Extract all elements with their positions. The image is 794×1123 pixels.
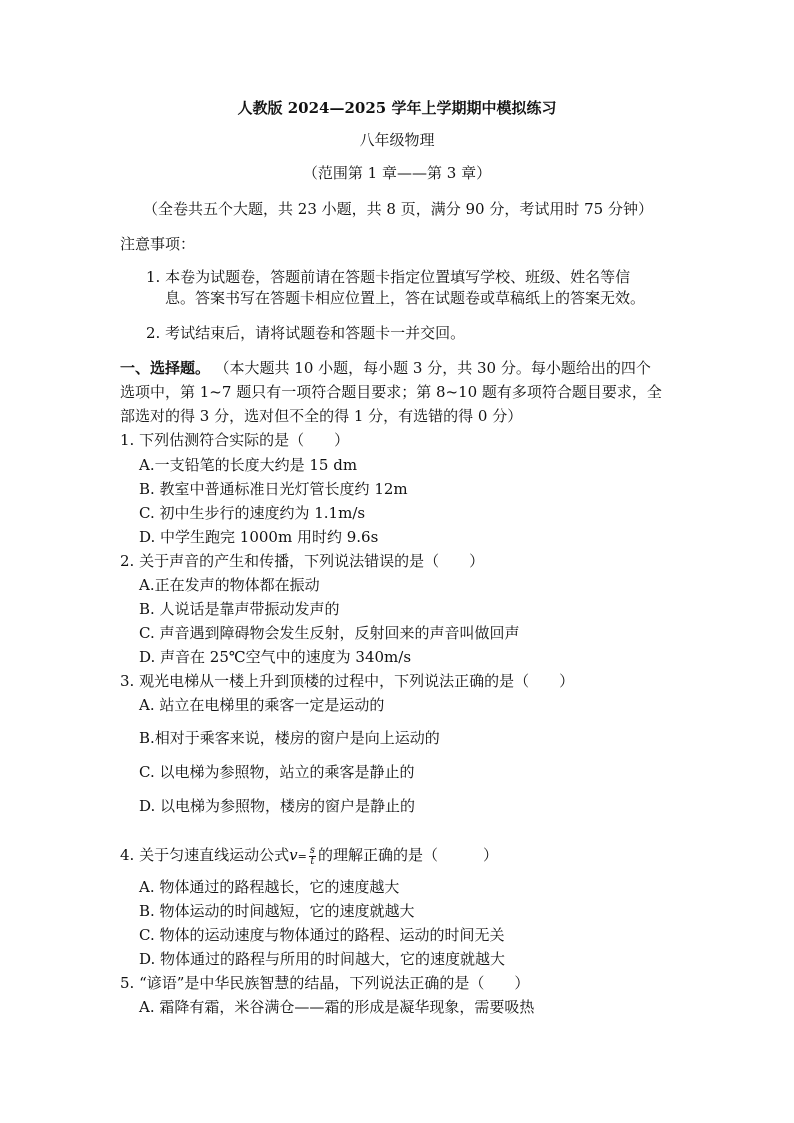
formula-equals: = <box>297 850 307 863</box>
question-1-option-b: B. 教室中普通标准日光灯管长度约 12m <box>139 480 408 498</box>
question-5-stem: 5. “谚语”是中华民族智慧的结晶，下列说法正确的是（ ） <box>120 974 530 992</box>
notice-item-1: 1. 本卷为试题卷，答题前请在答题卡指定位置填写学校、班级、姓名等信 <box>146 268 631 286</box>
scope-line: （范围第 1 章——第 3 章） <box>302 164 492 182</box>
section-1-desc-3: 部选对的得 3 分，选对但不全的得 1 分，有选错的得 0 分） <box>120 407 523 425</box>
question-4-stem-pre: 4. 关于匀速直线运动公式 <box>120 846 290 864</box>
formula-v: v <box>289 846 298 864</box>
section-1-desc-2: 选项中，第 1~7 题只有一项符合题目要求；第 8~10 题有多项符合题目要求，全 <box>120 383 662 401</box>
question-4-option-d: D. 物体通过的路程与所用的时间越大，它的速度就越大 <box>139 950 506 968</box>
formula-denominator: t <box>310 855 315 867</box>
question-5-option-a: A. 霜降有霜，米谷满仓——霜的形成是凝华现象，需要吸热 <box>139 998 535 1016</box>
question-3-option-a: A. 站立在电梯里的乘客一定是运动的 <box>139 696 385 714</box>
formula-fraction <box>309 846 316 867</box>
question-4-option-a: A. 物体通过的路程越长，它的速度越大 <box>139 878 400 896</box>
section-1-title: 一、选择题。 <box>120 359 211 377</box>
question-2-option-d: D. 声音在 25℃空气中的速度为 340m/s <box>139 648 412 666</box>
notice-heading: 注意事项： <box>120 235 196 253</box>
page-title: 人教版 2024—2025 学年上学期期中模拟练习 <box>237 99 557 117</box>
question-3-option-c: C. 以电梯为参照物，站立的乘客是静止的 <box>139 763 415 781</box>
question-4-option-c: C. 物体的运动速度与物体通过的路程、运动的时间无关 <box>139 926 505 944</box>
formula-numerator: s <box>309 844 315 856</box>
question-2-option-c: C. 声音遇到障碍物会发生反射，反射回来的声音叫做回声 <box>139 624 520 642</box>
question-1-option-c: C. 初中生步行的速度约为 1.1m/s <box>139 504 366 522</box>
subject-line: 八年级物理 <box>359 131 435 149</box>
question-3-option-d: D. 以电梯为参照物，楼房的窗户是静止的 <box>139 797 416 815</box>
question-2-option-a: A.正在发声的物体都在振动 <box>139 576 320 594</box>
question-3-stem: 3. 观光电梯从一楼上升到顶楼的过程中，下列说法正确的是（ ） <box>120 672 575 690</box>
exam-info: （全卷共五个大题，共 23 小题，共 8 页，满分 90 分，考试用时 75 分钟） <box>143 200 653 218</box>
question-4-option-b: B. 物体运动的时间越短，它的速度就越大 <box>139 902 415 920</box>
question-4-stem <box>120 842 498 870</box>
section-1-desc: （本大题共 10 小题，每小题 3 分，共 30 分。每小题给出的四个 <box>222 359 651 377</box>
notice-item-2: 2. 考试结束后，请将试题卷和答题卡一并交回。 <box>146 324 466 342</box>
question-3-option-b: B.相对于乘客来说，楼房的窗户是向上运动的 <box>139 729 440 747</box>
question-2-option-b: B. 人说话是靠声带振动发声的 <box>139 600 340 618</box>
question-1-option-a: A.一支铅笔的长度大约是 15 dm <box>139 456 358 474</box>
question-2-stem: 2. 关于声音的产生和传播，下列说法错误的是（ ） <box>120 552 485 570</box>
question-4-stem-post: 的理解正确的是（ ） <box>317 846 498 864</box>
question-1-stem: 1. 下列估测符合实际的是（ ） <box>120 431 350 449</box>
section-1-heading <box>120 358 651 378</box>
question-1-option-d: D. 中学生跑完 1000m 用时约 9.6s <box>139 528 379 546</box>
notice-item-1-cont: 息。答案书写在答题卡相应位置上，答在试题卷或草稿纸上的答案无效。 <box>165 289 646 307</box>
